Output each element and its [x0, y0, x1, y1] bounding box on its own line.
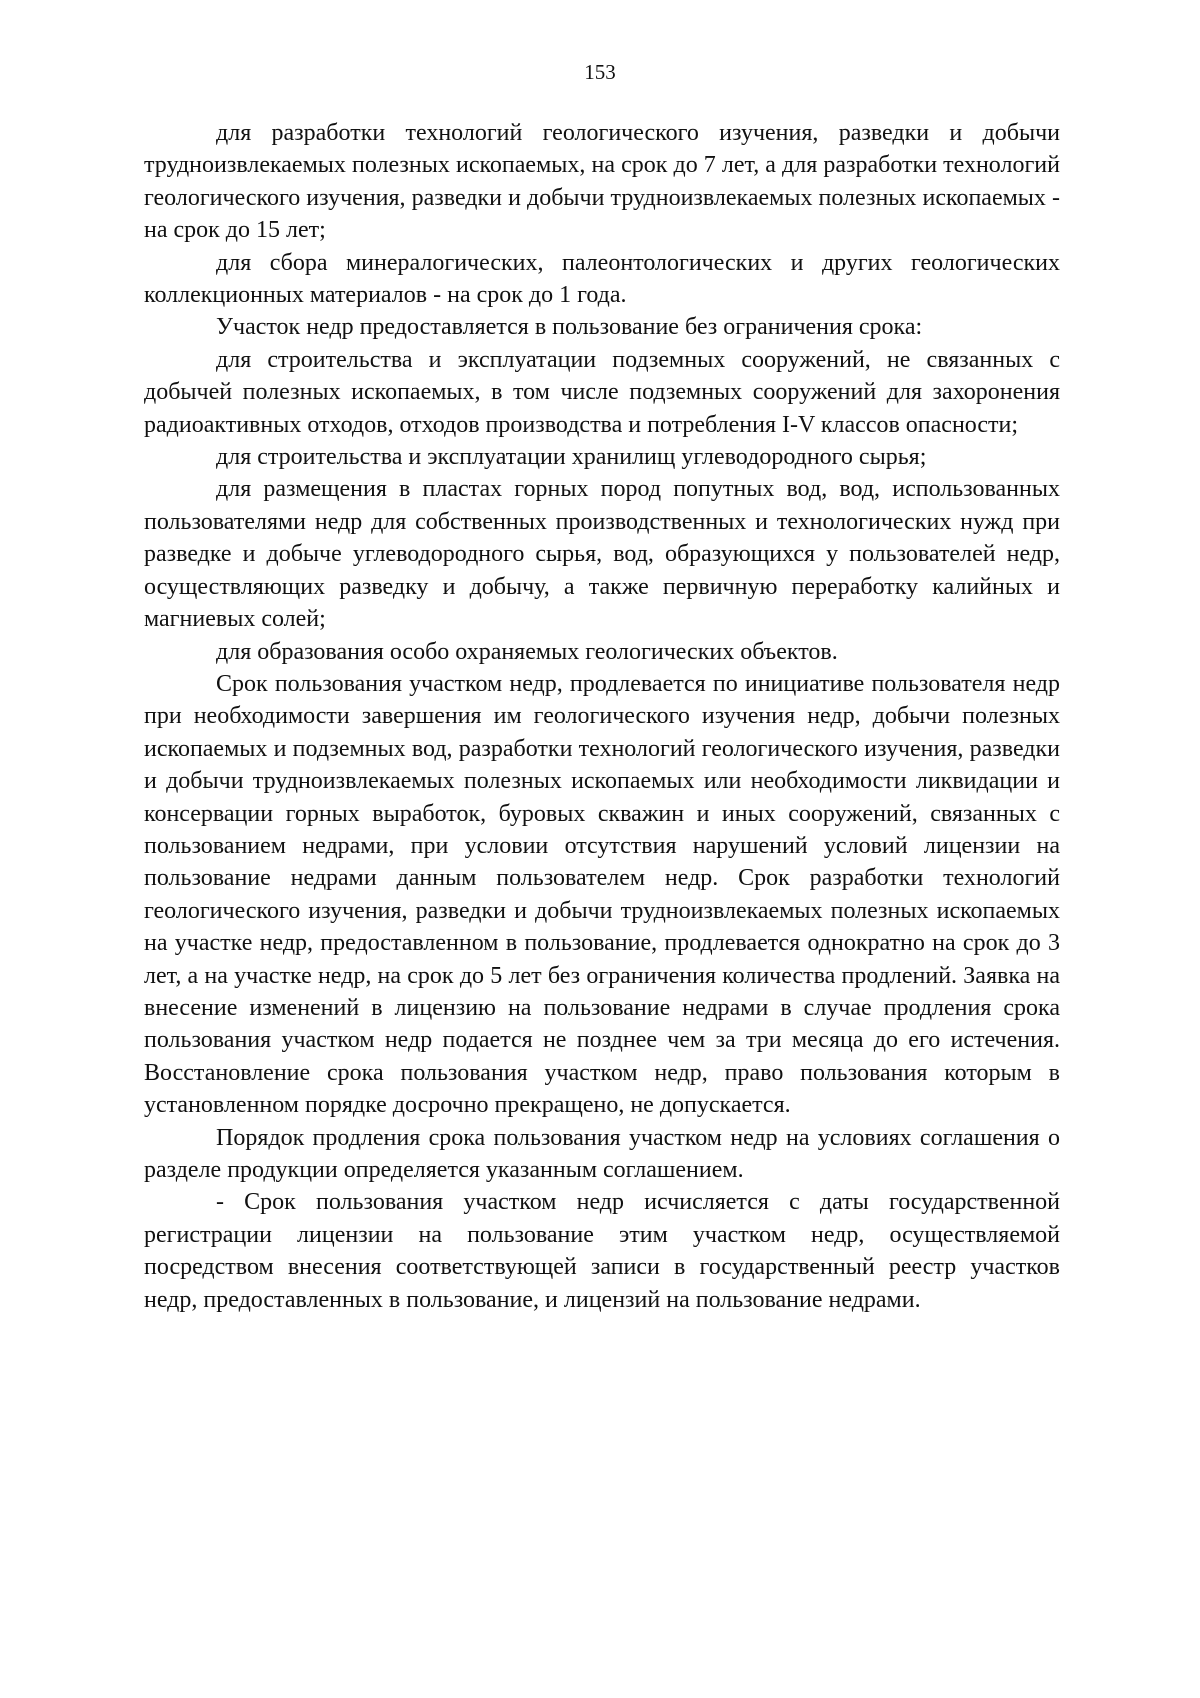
paragraph: для сбора минералогических, палеонтологических и других геологических коллекционных материалов - на срок до 1 года. — [144, 249, 1060, 309]
paragraph: Срок пользования участком недр, продлевается по инициативе пользователя недр при необходимости завершения им геологического изучения недр, добычи полезных ископаемых и подземных вод, разработки технологий геологического изучения, разведки и добычи трудноизвлекаемых полезных ископаемых или необходимости ликвидации и консервации горных выработок, буровых скважин и иных сооружений, связанных с пользованием недрами, при условии отсутствия нарушений условий лицензии на пользование недрами данным пользователем недр. Срок разработки технологий геологического изучения, разведки и добычи трудноизвлекаемых полезных ископаемых на участке недр, предоставленном в пользование, продлевается однократно на срок до 3 лет, а на участке недр, на срок до 5 лет без ограничения количества продлений. Заявка на внесение изменений в лицензию на пользование недрами в случае продления срока пользования участком недр подается не позднее чем за три месяца до его истечения. Восстановление срока пользования участком недр, право пользования которым в установленном порядке досрочно прекращено, не допускается. — [144, 670, 1060, 1119]
document-body — [144, 117, 1060, 1316]
paragraph: - Срок пользования участком недр исчисляется с даты государственной регистрации лицензии на пользование этим участком недр, осуществляемой посредством внесения соответствующей записи в государственный реестр участков недр, предоставленных в пользование, и лицензий на пользование недрами. — [144, 1189, 1060, 1313]
paragraph: для строительства и эксплуатации подземных сооружений, не связанных с добычей полезных ископаемых, в том числе подземных сооружений для захоронения радиоактивных отходов, отходов производства и потребления I-V классов опасности; — [144, 346, 1060, 438]
paragraph: для образования особо охраняемых геологических объектов. — [216, 638, 838, 665]
page-number: 153 — [584, 60, 616, 84]
paragraph: для разработки технологий геологического изучения, разведки и добычи трудноизвлекаемых полезных ископаемых, на срок до 7 лет, а для разработки технологий геологического изучения, разведки и добычи трудноизвлекаемых полезных ископаемых - на срок до 15 лет; — [144, 120, 1060, 244]
paragraph: для строительства и эксплуатации хранилищ углеводородного сырья; — [216, 444, 927, 471]
paragraph: Порядок продления срока пользования участком недр на условиях соглашения о разделе продукции определяется указанным соглашением. — [144, 1124, 1060, 1183]
paragraph: Участок недр предоставляется в пользование без ограничения срока: — [216, 314, 923, 341]
paragraph: для размещения в пластах горных пород попутных вод, вод, использованных пользователями недр для собственных производственных и технологических нужд при разведке и добыче углеводородного сырья, вод, образующихся у пользователей недр, осуществляющих разведку и добычу, а также первичную переработку калийных и магниевых солей; — [144, 476, 1060, 633]
